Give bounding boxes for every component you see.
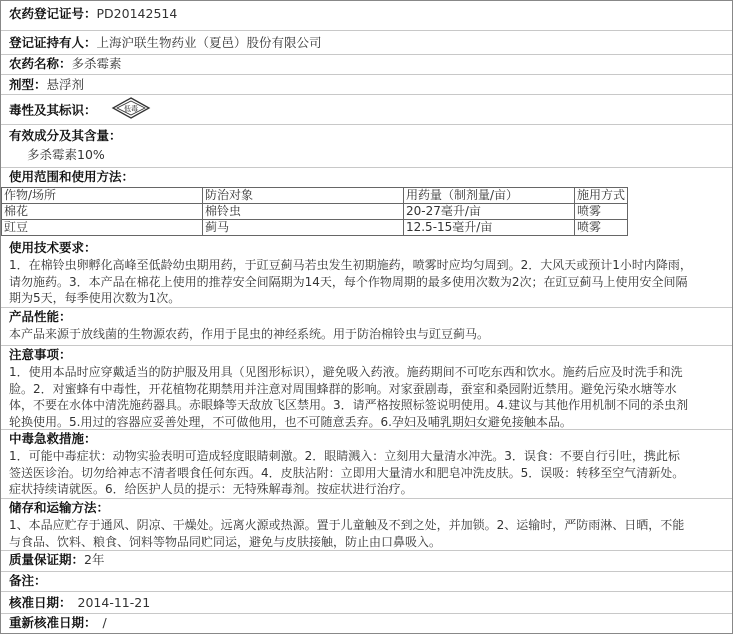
approval-date-value: 2014-11-21 (77, 595, 151, 610)
remark-row (1, 572, 732, 592)
toxicity-mark-text: 低毒 (123, 105, 138, 113)
registration-number-row (1, 5, 732, 31)
usage-table-header (2, 188, 628, 204)
usage-table (1, 187, 628, 236)
reapproval-date-label: 重新核准日期： (9, 615, 97, 630)
toxicity-row (1, 95, 732, 125)
registration-number-label: 农药登记证号： (9, 6, 97, 21)
paragraph-line: 轮换使用。5.用过的容器应妥善处理，不可做他用，也不可随意丢弃。6.孕妇及哺乳期妇女避免接触本品。 (9, 414, 572, 429)
table-row (2, 220, 628, 236)
technical-requirements-section (1, 239, 732, 307)
usage-label: 使用范围和使用方法： (9, 169, 135, 184)
pesticide-name-row (1, 55, 732, 75)
table-header-cell: 防治对象 (202, 188, 403, 204)
holder-value: 上海沪联生物药业（夏邑）股份有限公司 (96, 35, 322, 50)
table-cell: 蓟马 (202, 220, 403, 236)
shelf-life-row (1, 550, 732, 572)
paragraph-line: 体，不要在水体中清洗施药器具。赤眼蜂等天敌放飞区禁用。3．请严格按照标签说明使用。4.建议与其他作用机制不同的杀虫剂 (9, 398, 689, 412)
ingredient-section (1, 127, 732, 167)
formulation-value: 悬浮剂 (46, 77, 85, 92)
registration-number-value: PD20142514 (96, 6, 178, 21)
paragraph-line: 1．在棉铃虫卵孵化高峰至低龄幼虫期用药，于豇豆蓟马若虫发生初期施药，喷雾时应均匀周到。2．大风天或预计1小时内降雨， (9, 258, 692, 272)
product-performance-section (1, 308, 732, 343)
formulation-label: 剂型： (9, 77, 47, 92)
reapproval-date-value: / (102, 615, 107, 630)
paragraph-line: 1．使用本品时应穿戴适当的防护服及用具（见图形标识），避免吸入药液。施药期间不可吃东西和饮水。施药后应及时洗手和洗 (9, 365, 683, 379)
paragraph-line: 与食品、饮料、粮食、饲料等物品同贮同运，避免与皮肤接触，防止由口鼻吸入。 (9, 534, 442, 549)
paragraph-line: 1．可能中毒症状：动物实验表明可造成轻度眼睛刺激。2．眼睛溅入：立刻用大量清水冲洗。3．误食：不要自行引吐，携此标 (9, 449, 680, 463)
shelf-life-value: 2年 (84, 552, 105, 567)
first-aid-section (1, 430, 732, 498)
paragraph-line: 期为5天，每季使用次数为1次。 (9, 291, 181, 305)
table-cell: 棉铃虫 (202, 204, 403, 220)
table-header-cell: 施用方式 (574, 188, 627, 204)
paragraph-line: 脸。2．对蜜蜂有中毒性，开花植物花期禁用并注意对周围蜂群的影响。对家蚕剧毒，蚕室和桑园附近禁用。避免污染水塘等水 (9, 381, 677, 396)
toxicity-label: 毒性及其标识： (9, 102, 97, 118)
table-header-cell: 用药量（制剂量/亩） (403, 188, 574, 204)
storage-title: 储存和运输方法： (9, 500, 110, 515)
product-performance-title: 产品性能： (9, 309, 72, 324)
precautions-section (1, 346, 732, 430)
approval-date-row (1, 592, 732, 614)
shelf-life-label: 质量保证期： (9, 552, 85, 567)
technical-requirements-title: 使用技术要求： (9, 240, 97, 255)
table-row (2, 204, 628, 220)
table-cell: 棉花 (2, 204, 203, 220)
precautions-title: 注意事项： (9, 347, 72, 362)
pesticide-name-value: 多杀霉素 (71, 56, 122, 71)
reapproval-date-row (1, 614, 732, 634)
approval-date-label: 核准日期： (9, 595, 72, 610)
ingredient-value: 多杀霉素10% (27, 147, 105, 162)
paragraph-line: 请勿施药。3．本产品在棉花上使用的推荐安全间隔期为14天，每个作物周期的最多使用次数为2次；在豇豆蓟马上使用安全间隔 (9, 274, 688, 289)
table-header-cell: 作物/场所 (2, 188, 203, 204)
table-cell: 豇豆 (2, 220, 203, 236)
holder-row (1, 31, 732, 55)
first-aid-title: 中毒急救措施： (9, 431, 97, 446)
paragraph-line: 本产品来源于放线菌的生物源农药，作用于昆虫的神经系统。用于防治棉铃虫与豇豆蓟马。 (9, 327, 490, 341)
table-cell: 喷雾 (574, 204, 627, 220)
remark-label: 备注： (9, 573, 47, 588)
usage-section (1, 168, 732, 236)
paragraph-line: 签送医诊治。切勿给神志不清者喂食任何东西。4．皮肤沾附：立即用大量清水和肥皂冲洗皮肤。5．误吸：转移至空气清新处。 (9, 465, 685, 480)
formulation-row (1, 75, 732, 95)
storage-section (1, 499, 732, 550)
table-cell: 12.5-15毫升/亩 (403, 220, 574, 236)
paragraph-line: 症状持续请就医。6．给医护人员的提示：无特殊解毒剂。按症状进行治疗。 (9, 482, 413, 496)
paragraph-line: 1、本品应贮存于通风、阴凉、干燥处。远离火源或热源。置于儿童触及不到之处，并加锁。2、运输时，严防雨淋、日晒，不能 (9, 518, 685, 532)
pesticide-name-label: 农药名称： (9, 56, 72, 71)
table-cell: 20-27毫升/亩 (403, 204, 574, 220)
ingredient-label: 有效成分及其含量： (9, 128, 122, 143)
low-toxicity-diamond-icon (111, 97, 151, 125)
table-cell: 喷雾 (574, 220, 627, 236)
holder-label: 登记证持有人： (9, 35, 97, 50)
